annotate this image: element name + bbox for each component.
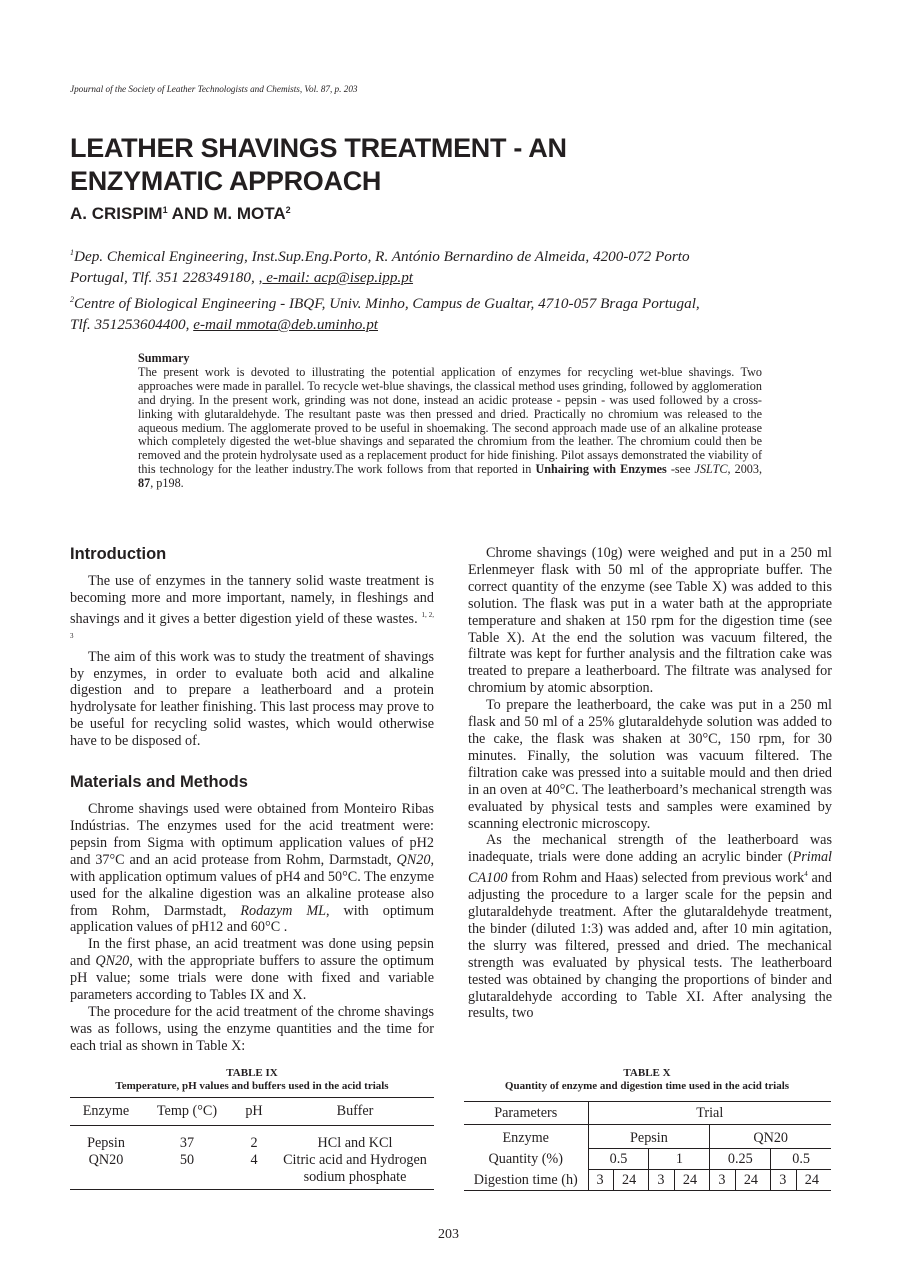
proc-p3-c: and adjusting the procedure to a larger scale for the pepsin and glutaraldehyde treatment. After the glutaraldehyde treatment, the binder (diluted 1:3) was added and, after 10 min agitation, the slurry was filtered, pressed and dried. The mechanical strength was evaluated by physical tests. The leatherboard tested was obtained by changing the proportions of binder and glutaraldehyde according to Table XI. After analysing the results, two xyxy=(468,870,832,1022)
affil-2-email-link[interactable]: e-mail mmota@deb.uminho.pt xyxy=(193,316,379,334)
methods-p2-b: , with the appropriate buffers to assure the optimum pH value; some trials were done with fixed and variable parameters according to Tables IX and X. xyxy=(70,953,434,1004)
procedure-paragraph-2: To prepare the leatherboard, the cake was put in a 250 ml flask and 50 ml of a 25% glutaraldehyde solution was added to the cake, the flask was shaken at 30°C, 150 rpm, for 30 minutes. Finally, the solution was vacuum filtered. The filtration cake was pressed into a suitable mould and then dried in an oven at 40°C. The leatherboard’s mechanical strength was evaluated by physical tests and samples were examined by scanning electronic microscopy. xyxy=(468,697,832,832)
methods-p2-a: In the first phase, an acid treatment was done using pepsin and xyxy=(70,936,434,970)
table-ix-label: TABLE IX xyxy=(226,1067,278,1079)
col-buffer: Buffer xyxy=(276,1098,434,1126)
affil-2-phone: Tlf. 351253604400, xyxy=(70,316,194,334)
summary-text-d: , p198. xyxy=(150,476,184,491)
buffer-line-2: sodium phosphate xyxy=(303,1169,407,1185)
methods-paragraph-3: The procedure for the acid treatment of the chrome shavings was as follows, using the enzyme quantities and the time for each trial as shown in Table X: xyxy=(70,1003,434,1054)
cell: HCl and KCl xyxy=(317,1135,393,1151)
author-1: A. CRISPIM xyxy=(70,204,163,223)
intro-paragraph-1 xyxy=(70,573,434,649)
cell: 37 xyxy=(179,1135,195,1151)
cell: 3 xyxy=(710,1170,735,1191)
table-header-row xyxy=(464,1102,831,1125)
affil-1-address: Dep. Chemical Engineering, Inst.Sup.Eng.Porto, R. António Bernardino de Almeida, 4200-072 Porto xyxy=(74,248,690,265)
cell: 50 xyxy=(179,1152,195,1168)
table-x-title: Quantity of enzyme and digestion time used in the acid trials xyxy=(504,1080,790,1092)
intro-paragraph-2: The aim of this work was to study the treatment of shavings by enzymes, in order to evaluate both acid and alkaline digestion and to prepare a leatherboard and a protein hydrolysate for leather finishing. This last process may prove to be useful for recycling solid wastes, which would otherwise have to be disposed of. xyxy=(70,648,434,750)
affiliation-2 xyxy=(70,289,790,336)
introduction-heading: Introduction xyxy=(70,545,167,563)
proc-p3-primal: Primal CA100 xyxy=(468,849,832,887)
cell: 3 xyxy=(771,1170,796,1191)
article-title xyxy=(70,132,710,198)
cell: Pepsin xyxy=(87,1135,125,1151)
table-ix-title: Temperature, pH values and buffers used in the acid trials xyxy=(115,1080,389,1092)
col-temp: Temp (°C) xyxy=(142,1098,232,1126)
row-label: Digestion time (h) xyxy=(464,1170,588,1191)
row-label: Quantity (%) xyxy=(464,1149,588,1170)
procedure-paragraph-1: Chrome shavings (10g) were weighed and put in a 250 ml Erlenmeyer flask with 50 ml of the appropriate buffer. The correct quantity of the enzyme (see Table X) was added to this solution. The flask was put in a water bath at the appropriate temperature and shaken at 150 rpm for the digestion time (see Table X). At the end the solution was vacuum filtered, the filtrate was kept for further analysis and the filtration cake was treated to prepare a leatherboard. The filtrate was analysed for chromium by atomic absorption. xyxy=(468,545,832,697)
col-trial: Trial xyxy=(588,1102,831,1125)
cell: 1 xyxy=(649,1149,710,1170)
cell: 24 xyxy=(613,1170,648,1191)
methods-p1-c: , with optimum application values of pH12 and 60°C . xyxy=(70,902,434,936)
author-1-affil: 1 xyxy=(162,205,168,215)
summary-volume: 87 xyxy=(138,476,151,491)
summary-heading: Summary xyxy=(138,351,190,365)
cell: Pepsin xyxy=(588,1125,710,1149)
cell xyxy=(276,1152,434,1190)
author-2-affil: 2 xyxy=(285,205,291,215)
table-x-label: TABLE X xyxy=(623,1067,671,1079)
intro-citation: 1, 2, 3 xyxy=(70,610,435,640)
summary-abstract xyxy=(138,352,762,491)
methods-paragraph-1 xyxy=(70,801,434,936)
table-row-quantity xyxy=(464,1149,831,1170)
cell: 3 xyxy=(649,1170,674,1191)
summary-journal: JSLTC xyxy=(694,462,728,477)
methods-paragraph-2 xyxy=(70,936,434,1004)
table-ix-caption xyxy=(70,1067,434,1093)
table-ix xyxy=(70,1097,434,1190)
methods-p1-qn20: QN20 xyxy=(396,851,431,868)
buffer-line-1: Citric acid and Hydrogen xyxy=(283,1152,427,1168)
cell: 4 xyxy=(250,1152,258,1168)
affil-1-email-link[interactable]: e-mail: acp@isep.ipp.pt xyxy=(262,269,414,287)
table-row xyxy=(70,1126,434,1153)
title-line-1: LEATHER SHAVINGS TREATMENT - AN xyxy=(70,133,567,163)
table-row-time xyxy=(464,1170,831,1191)
affiliations xyxy=(70,242,790,336)
methods-p1-b: , with application optimum values of pH4 and 50°C. The enzyme used for the alkaline digestion was an alkaline protease also from Rohm, Darmstadt, xyxy=(70,851,434,919)
affil-2-address: Centre of Biological Engineering - IBQF, Univ. Minho, Campus de Gualtar, 4710-057 Braga Portugal, xyxy=(74,294,700,312)
table-header-row xyxy=(70,1098,434,1126)
cell: 0.25 xyxy=(710,1149,771,1170)
col-ph: pH xyxy=(232,1098,276,1126)
cell: 24 xyxy=(735,1170,770,1191)
table-x xyxy=(464,1101,831,1191)
proc-p3-b: from Rohm and Haas) selected from previous work xyxy=(507,870,805,887)
summary-text-b: -see xyxy=(666,462,695,477)
methods-p2-qn20: QN20 xyxy=(95,953,130,970)
table-row xyxy=(70,1152,434,1190)
right-column xyxy=(468,545,832,1022)
summary-text: The present work is devoted to illustrating the potential application of enzymes for recycling wet-blue shavings. Two approaches were made in parallel. To recycle wet-blue shavings, the classical method uses grinding, followed by agglomeration and drying. In the present work, grinding was not done, instead an acidic protease - pepsin - was used followed by a cross-linking with glutaraldehyde. The resultant paste was then pressed and dried. Practically no chromium was released to the aqueous medium. The agglomerate proved to be useful in shoemaking. The second approach made use of an alkaline protease which completely digested the wet-blue shavings and separated the chromium from the leather. The chromium could then be removed and the protein hydrolysate used as a replacement product for hide finishing. Pilot assays demonstrated the viability of this technology for the leather industry.The work follows from that reported in xyxy=(138,364,762,477)
proc-p3-a: As the mechanical strength of the leatherboard was inadequate, trials were done adding an acrylic binder ( xyxy=(468,832,832,866)
page-number: 203 xyxy=(438,1227,459,1242)
table-row-enzyme xyxy=(464,1125,831,1149)
authors xyxy=(70,204,291,224)
title-line-2: ENZYMATIC APPROACH xyxy=(70,166,382,196)
intro-p1-text: The use of enzymes in the tannery solid waste treatment is becoming more and more important, namely, in fleshings and shavings and it gives a better digestion yield of these wastes. xyxy=(70,573,434,627)
affiliation-1 xyxy=(70,242,790,289)
proc-p3-citation: 4 xyxy=(804,870,808,879)
cell: 0.5 xyxy=(771,1149,831,1170)
cell: 24 xyxy=(804,1172,819,1188)
summary-text-c: , 2003, xyxy=(727,462,763,477)
cell: 3 xyxy=(588,1170,613,1191)
author-2: AND M. MOTA xyxy=(167,204,286,223)
cell: QN20 xyxy=(88,1152,124,1168)
running-head: Jpournal of the Society of Leather Technologists and Chemists, Vol. 87, p. 203 xyxy=(70,84,358,94)
cell: 0.5 xyxy=(588,1149,649,1170)
affil-1-marker: 1 xyxy=(70,248,74,257)
row-label: Enzyme xyxy=(464,1125,588,1149)
affil-2-marker: 2 xyxy=(70,294,74,304)
affil-1-phone: Portugal, Tlf. 351 228349180, , xyxy=(70,269,263,287)
cell: 2 xyxy=(250,1135,258,1151)
cell: 24 xyxy=(674,1170,709,1191)
methods-p1-rodazym: Rodazym ML xyxy=(240,902,327,919)
cell: QN20 xyxy=(710,1125,831,1149)
col-parameters: Parameters xyxy=(464,1102,588,1125)
table-x-caption xyxy=(462,1067,832,1093)
summary-ref-title: Unhairing with Enzymes xyxy=(535,462,667,477)
col-enzyme: Enzyme xyxy=(70,1098,142,1126)
methods-heading: Materials and Methods xyxy=(70,773,248,792)
procedure-paragraph-3 xyxy=(468,832,832,1022)
left-column xyxy=(70,544,434,1055)
methods-p1-a: Chrome shavings used were obtained from Monteiro Ribas Indústrias. The enzymes used for the acid treatment were: pepsin from Sigma with optimum application values of pH2 and 37°C and an acid protease from Rohm, Darmstadt, xyxy=(70,801,434,868)
